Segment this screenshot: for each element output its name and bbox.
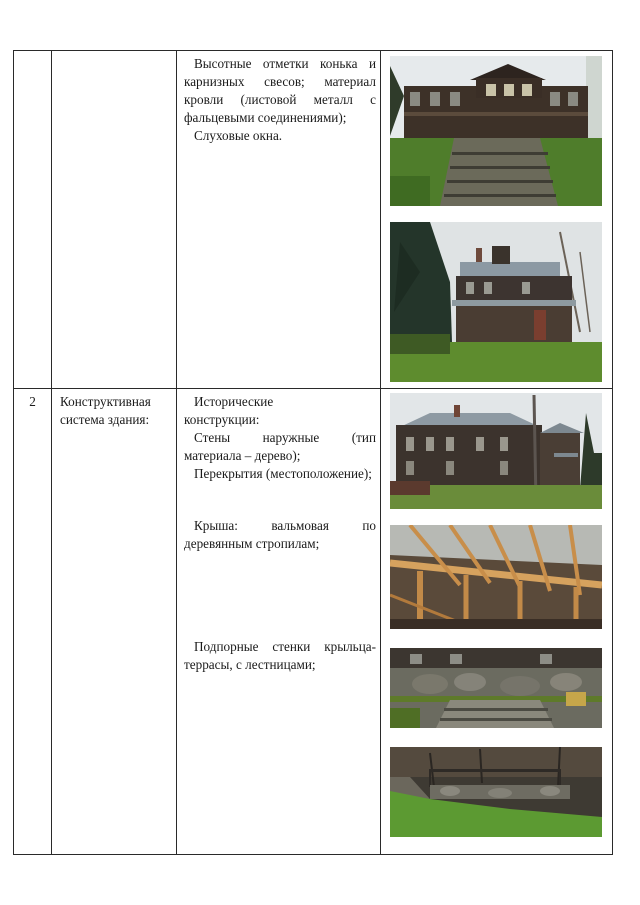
description-paragraph: Перекрытия (местоположение); bbox=[194, 466, 372, 481]
row-2-description-retaining-walls bbox=[184, 638, 376, 674]
heritage-table bbox=[13, 50, 613, 855]
photo-house-chimney-trees bbox=[390, 222, 602, 382]
description-paragraph: Стены наружные (тип материала – дерево); bbox=[184, 430, 376, 463]
photo-terrace-slope bbox=[390, 747, 602, 837]
photo-roof-rafters bbox=[390, 525, 602, 629]
description-paragraph: Исторические конструкции: bbox=[184, 394, 274, 427]
row-2-description-roof bbox=[184, 517, 376, 553]
description-paragraph: Подпорные стенки крыльца-террасы, с лестницами; bbox=[184, 639, 376, 672]
row-divider bbox=[14, 388, 612, 389]
photo-two-story-house bbox=[390, 393, 602, 509]
row-2-name: Конструктивная система здания: bbox=[60, 394, 151, 427]
row-2-description-historic bbox=[184, 393, 376, 483]
photo-house-facade-stairs bbox=[390, 56, 602, 206]
column-divider-description bbox=[380, 51, 381, 854]
column-divider-name bbox=[176, 51, 177, 854]
column-divider-number bbox=[51, 51, 52, 854]
description-paragraph: Крыша: вальмовая по деревянным стропилам; bbox=[184, 518, 376, 551]
row-2-number: 2 bbox=[29, 394, 36, 409]
description-paragraph: Высотные отметки конька и карнизных свесов; материал кровли (листовой металл с фальцевыми соединениями); bbox=[184, 56, 376, 125]
row-1-description bbox=[184, 55, 376, 145]
description-paragraph: Слуховые окна. bbox=[194, 128, 283, 143]
photo-stone-retaining-wall bbox=[390, 648, 602, 728]
